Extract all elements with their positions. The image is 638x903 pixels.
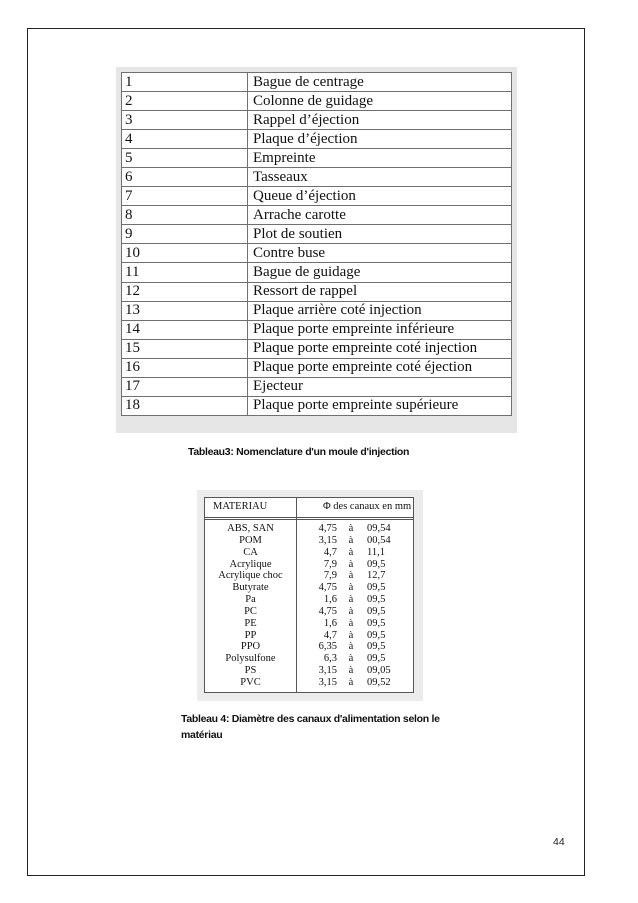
diameter-min: 4,75 xyxy=(318,523,337,534)
nomenclature-row xyxy=(122,339,512,358)
part-number: 9 xyxy=(122,225,248,244)
part-number: 12 xyxy=(122,282,248,301)
nomenclature-table-image xyxy=(116,67,517,433)
range-separator: à xyxy=(348,582,354,594)
nomenclature-table xyxy=(121,72,512,416)
nomenclature-row xyxy=(122,358,512,377)
part-name: Colonne de guidage xyxy=(248,92,512,111)
diameter-max: 12,7 xyxy=(367,570,386,582)
material-row xyxy=(205,535,413,547)
material-row xyxy=(205,606,413,618)
header-divider-double xyxy=(205,519,413,520)
diameter-min: 6,35 xyxy=(318,641,337,653)
part-name: Plot de soutien xyxy=(248,225,512,244)
part-name: Queue d’éjection xyxy=(248,187,512,206)
nomenclature-row xyxy=(122,282,512,301)
part-name: Contre buse xyxy=(248,244,512,263)
nomenclature-row xyxy=(122,244,512,263)
range-separator: à xyxy=(348,523,354,534)
part-number: 16 xyxy=(122,358,248,377)
table-4-caption: Tableau 4: Diamètre des canaux d'alimentation selon le matériau xyxy=(181,713,440,741)
part-name: Arrache carotte xyxy=(248,206,512,225)
part-name: Plaque d’éjection xyxy=(248,130,512,149)
part-number: 15 xyxy=(122,339,248,358)
diameter-min: 7,9 xyxy=(323,570,337,582)
diameter-max: 09,5 xyxy=(367,594,386,606)
material-row xyxy=(205,523,413,535)
range-separator: à xyxy=(348,546,354,558)
material-name: ABS, SAN xyxy=(227,523,274,534)
material-name: PC xyxy=(244,605,257,617)
part-number: 14 xyxy=(122,320,248,339)
material-name: PVC xyxy=(240,676,261,688)
material-name: Acrylique xyxy=(229,558,272,570)
material-row xyxy=(205,665,413,677)
part-name: Plaque porte empreinte coté injection xyxy=(248,339,512,358)
range-separator: à xyxy=(348,534,354,546)
diameter-max: 09,5 xyxy=(367,629,386,641)
nomenclature-row xyxy=(122,149,512,168)
nomenclature-row xyxy=(122,168,512,187)
part-number: 18 xyxy=(122,396,248,415)
material-name: CA xyxy=(243,546,258,558)
diameter-max: 09,52 xyxy=(367,676,391,688)
part-name: Ejecteur xyxy=(248,377,512,396)
range-separator: à xyxy=(348,641,354,653)
nomenclature-row xyxy=(122,301,512,320)
material-row xyxy=(205,582,413,594)
diameter-min: 4,75 xyxy=(318,605,337,617)
part-number: 13 xyxy=(122,301,248,320)
part-number: 10 xyxy=(122,244,248,263)
diameter-max: 00,54 xyxy=(367,534,391,546)
material-row xyxy=(205,547,413,559)
part-name: Bague de guidage xyxy=(248,263,512,282)
diameter-max: 09,5 xyxy=(367,558,386,570)
diameter-max: 09,5 xyxy=(367,653,386,665)
nomenclature-row xyxy=(122,187,512,206)
part-name: Rappel d’éjection xyxy=(248,111,512,130)
nomenclature-table-body xyxy=(122,73,512,416)
nomenclature-row xyxy=(122,206,512,225)
material-row xyxy=(205,594,413,606)
range-separator: à xyxy=(348,570,354,582)
channels-table-image xyxy=(197,490,423,701)
part-name: Tasseaux xyxy=(248,168,512,187)
nomenclature-row xyxy=(122,320,512,339)
diameter-min: 6,3 xyxy=(323,653,337,665)
material-name: Polysulfone xyxy=(225,653,276,665)
material-row xyxy=(205,618,413,630)
material-name: Butyrate xyxy=(232,582,269,594)
part-name: Bague de centrage xyxy=(248,73,512,92)
diameter-max: 09,5 xyxy=(367,605,386,617)
part-number: 7 xyxy=(122,187,248,206)
channels-table xyxy=(204,497,414,693)
diameter-max: 09,5 xyxy=(367,582,386,594)
material-row xyxy=(205,653,413,665)
material-row xyxy=(205,641,413,653)
diameter-max: 09,05 xyxy=(367,665,391,677)
material-name: PPO xyxy=(240,641,261,653)
part-number: 6 xyxy=(122,168,248,187)
table-3-caption: Tableau3: Nomenclature d'un moule d'injection xyxy=(188,446,410,458)
material-name: PP xyxy=(244,629,257,641)
nomenclature-row xyxy=(122,130,512,149)
diameter-max: 09,5 xyxy=(367,641,386,653)
part-name: Ressort de rappel xyxy=(248,282,512,301)
range-separator: à xyxy=(348,558,354,570)
part-number: 5 xyxy=(122,149,248,168)
diameter-max: 09,5 xyxy=(367,617,386,629)
diameter-min: 3,15 xyxy=(318,534,337,546)
part-number: 4 xyxy=(122,130,248,149)
nomenclature-row xyxy=(122,263,512,282)
diameter-min: 4,75 xyxy=(318,582,337,594)
diameter-min: 3,15 xyxy=(318,665,337,677)
header-divider xyxy=(205,517,413,518)
part-name: Plaque porte empreinte inférieure xyxy=(248,320,512,339)
part-number: 2 xyxy=(122,92,248,111)
diameter-max: 09,54 xyxy=(367,523,391,534)
part-number: 11 xyxy=(122,263,248,282)
header-diameter: Φ des canaux en mm xyxy=(323,501,412,512)
material-name: PS xyxy=(244,665,257,677)
part-name: Plaque arrière coté injection xyxy=(248,301,512,320)
nomenclature-row xyxy=(122,377,512,396)
range-separator: à xyxy=(348,605,354,617)
material-row xyxy=(205,630,413,642)
part-name: Plaque porte empreinte supérieure xyxy=(248,396,512,415)
nomenclature-row xyxy=(122,396,512,415)
material-name: PE xyxy=(244,617,257,629)
material-row xyxy=(205,570,413,582)
diameter-min: 4,7 xyxy=(323,546,337,558)
part-number: 8 xyxy=(122,206,248,225)
range-separator: à xyxy=(348,617,354,629)
diameter-min: 7,9 xyxy=(323,558,337,570)
material-name: Acrylique choc xyxy=(218,570,283,582)
range-separator: à xyxy=(348,653,354,665)
part-name: Empreinte xyxy=(248,149,512,168)
diameter-min: 4,7 xyxy=(323,629,337,641)
part-number: 1 xyxy=(122,73,248,92)
nomenclature-row xyxy=(122,225,512,244)
material-name: POM xyxy=(239,534,262,546)
range-separator: à xyxy=(348,665,354,677)
part-name: Plaque porte empreinte coté éjection xyxy=(248,358,512,377)
part-number: 17 xyxy=(122,377,248,396)
material-row xyxy=(205,677,413,689)
diameter-min: 3,15 xyxy=(318,676,337,688)
part-number: 3 xyxy=(122,111,248,130)
page-number: 44 xyxy=(553,836,565,848)
nomenclature-row xyxy=(122,111,512,130)
range-separator: à xyxy=(348,676,354,688)
range-separator: à xyxy=(348,629,354,641)
material-name: Pa xyxy=(245,594,256,606)
diameter-max: 11,1 xyxy=(367,546,385,558)
nomenclature-row xyxy=(122,92,512,111)
header-material: MATERIAU xyxy=(213,501,268,512)
diameter-min: 1,6 xyxy=(323,617,337,629)
material-row xyxy=(205,559,413,571)
nomenclature-row xyxy=(122,73,512,92)
range-separator: à xyxy=(348,594,354,606)
diameter-min: 1,6 xyxy=(323,594,337,606)
channels-rows xyxy=(205,523,413,689)
